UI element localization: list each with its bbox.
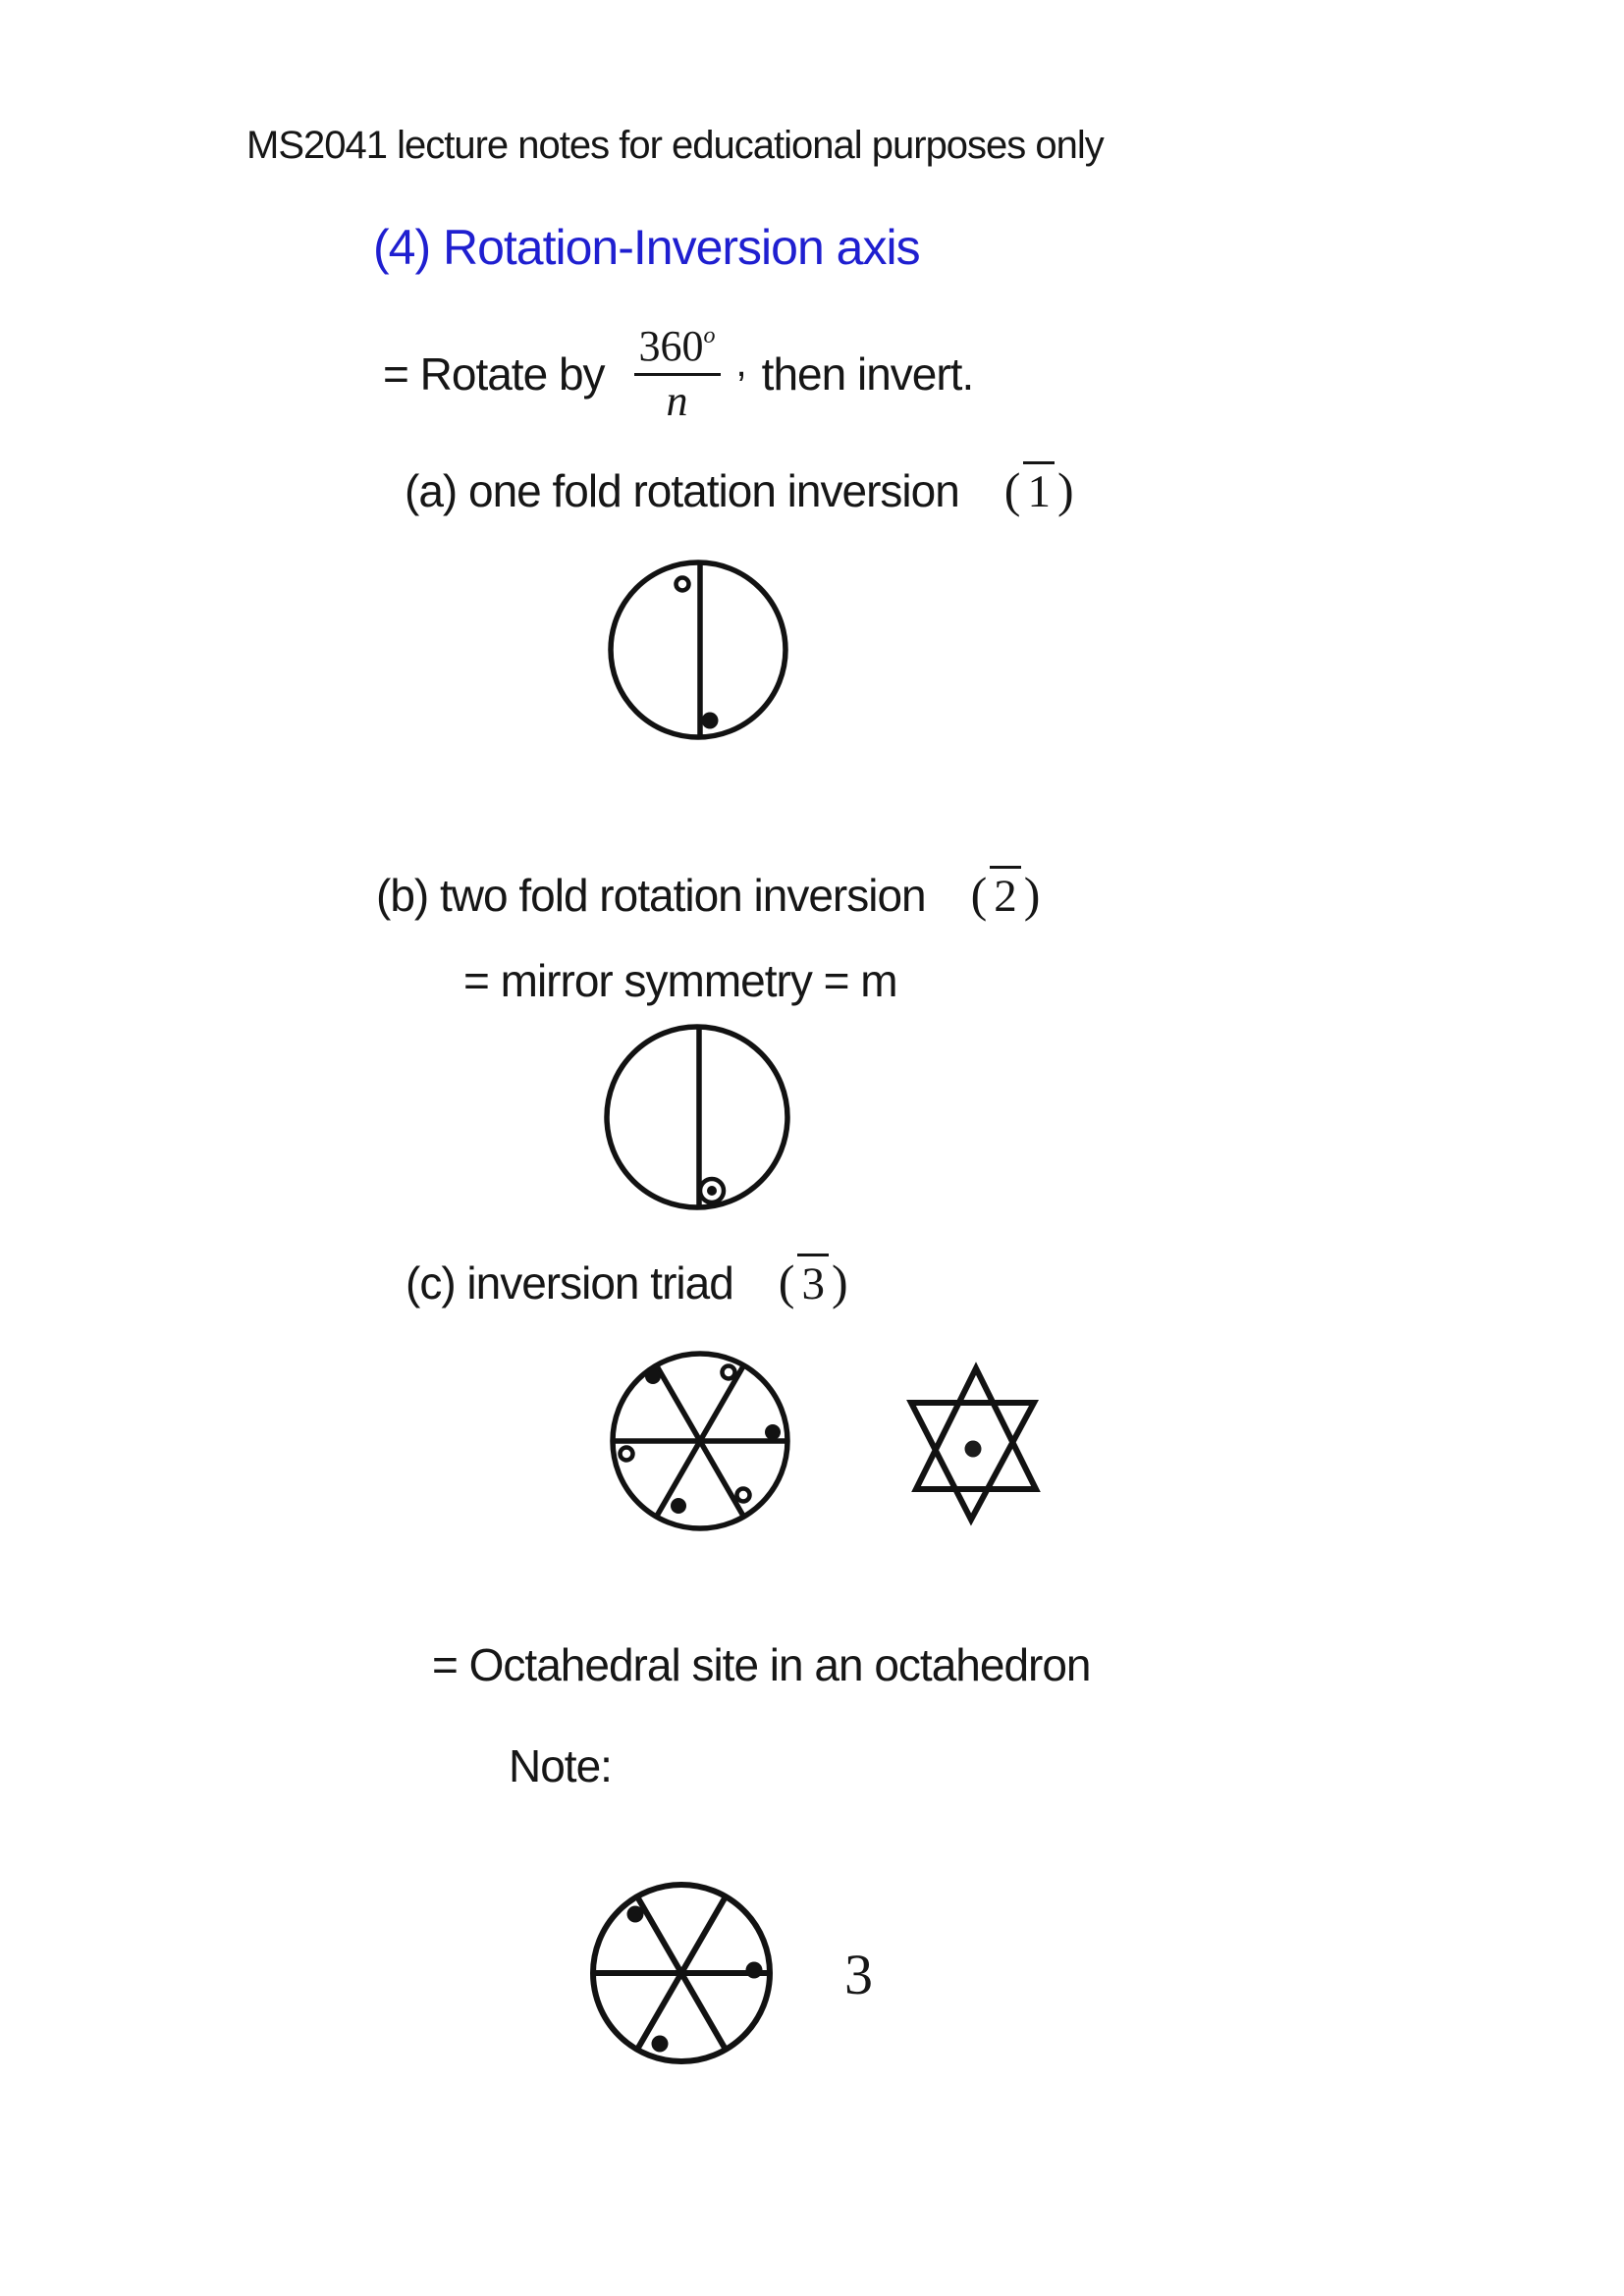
inverted-point-open-circle	[677, 578, 689, 591]
octahedron-star-diagram	[898, 1353, 1056, 1529]
degree-superscript: o	[703, 323, 716, 348]
fraction-360-over-n	[634, 324, 721, 423]
fraction-numerator	[634, 324, 721, 376]
motif-open-circle-lower-right	[737, 1489, 750, 1502]
original-point-dot	[702, 713, 719, 729]
triad-number-label: 3	[844, 1943, 873, 2006]
octahedral-row	[432, 1638, 1091, 1691]
motif-dot-upper-left	[627, 1906, 644, 1923]
page-header: MS2041 lecture notes for educational purposes only	[246, 124, 1104, 167]
octahedral-label: = Octahedral site in an octahedron	[432, 1639, 1091, 1690]
motif-dot-upper-left	[645, 1368, 661, 1384]
pure-triad-svg	[573, 1865, 789, 2081]
motif-dot-right	[746, 1962, 763, 1979]
fraction-denominator: n	[666, 377, 688, 425]
section-heading: (4) Rotation-Inversion axis	[373, 220, 920, 275]
mirror-symmetry-label: = mirror symmetry = m	[463, 955, 897, 1006]
paren-close: )	[831, 1255, 848, 1309]
formula-prefix: = Rotate by	[383, 347, 605, 400]
paren-close: )	[1056, 462, 1074, 517]
formula-suffix: then invert.	[761, 347, 974, 400]
motif-open-circle-top	[723, 1366, 735, 1379]
three-bar-symbol	[779, 1254, 848, 1310]
paren-open: (	[1003, 462, 1021, 517]
item-a-row	[405, 461, 1074, 518]
note-label: Note:	[509, 1740, 612, 1791]
paren-open: (	[778, 1255, 795, 1309]
motif-dot-right	[765, 1424, 781, 1440]
coincident-point-dot	[707, 1186, 717, 1196]
one-fold-inversion-diagram	[590, 542, 806, 758]
item-c-row	[406, 1254, 848, 1310]
overbar-digit-3: 3	[797, 1254, 829, 1306]
rotation-inversion-formula	[383, 324, 973, 423]
item-b-row	[376, 866, 1040, 923]
paren-close: )	[1023, 867, 1041, 922]
motif-dot-bottom	[671, 1498, 686, 1514]
formula-comma: ,	[735, 342, 746, 385]
central-site-dot	[965, 1441, 982, 1458]
paren-open: (	[970, 867, 988, 922]
motif-open-circle-left	[621, 1448, 633, 1461]
item-c-label: (c) inversion triad	[406, 1257, 733, 1308]
pure-triad-diagram	[573, 1865, 789, 2081]
two-bar-symbol	[971, 866, 1041, 923]
two-fold-inversion-diagram	[596, 1016, 798, 1218]
inversion-triad-diagram	[592, 1333, 808, 1549]
mirror-symmetry-row	[463, 954, 897, 1007]
motif-dot-bottom	[652, 2036, 669, 2053]
item-a-label: (a) one fold rotation inversion	[405, 465, 959, 516]
item-b-label: (b) two fold rotation inversion	[376, 870, 926, 921]
two-fold-inversion-svg	[596, 1016, 798, 1218]
inversion-triad-svg	[592, 1333, 808, 1549]
one-bar-symbol	[1004, 461, 1074, 518]
numerator-value: 360	[638, 322, 704, 370]
overbar-digit-2: 2	[990, 866, 1021, 918]
one-fold-inversion-svg	[590, 542, 806, 758]
note-row	[509, 1739, 612, 1792]
octahedron-star-svg	[898, 1353, 1056, 1529]
overbar-digit-1: 1	[1023, 461, 1055, 513]
